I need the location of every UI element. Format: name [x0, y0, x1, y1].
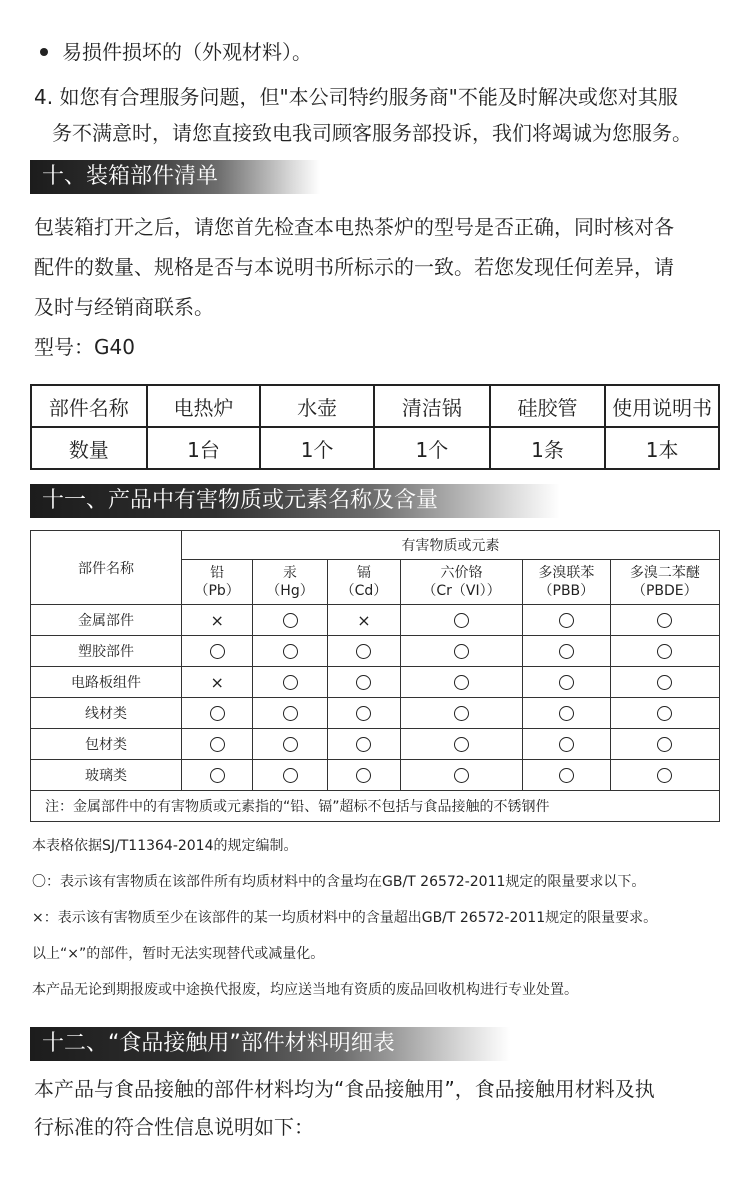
- parts-quantity-cell: 1个: [260, 427, 374, 469]
- circle-mark-icon: [283, 644, 298, 659]
- hazard-part-name: 电路板组件: [31, 667, 182, 698]
- circle-mark-icon: [657, 613, 672, 628]
- substance-name: 六价铬: [440, 565, 483, 581]
- substance-name: 汞: [283, 565, 298, 581]
- hazard-table: [30, 530, 720, 822]
- hazard-mark-cell: [401, 605, 523, 636]
- circle-mark-icon: [657, 644, 672, 659]
- circle-mark-icon: [559, 613, 574, 628]
- cross-mark-icon: ×: [210, 672, 224, 692]
- hazard-mark-cell: [523, 667, 611, 698]
- hazard-mark-cell: [523, 636, 611, 667]
- parts-quantity-cell: 1台: [147, 427, 261, 469]
- substance-header: [253, 560, 327, 605]
- hazard-part-name: 塑胶部件: [31, 636, 182, 667]
- hazard-mark-cell: [610, 729, 719, 760]
- hazard-row: [31, 729, 720, 760]
- circle-mark-icon: [210, 737, 225, 752]
- hazard-mark-cell: [610, 667, 719, 698]
- hazard-mark-cell: [182, 760, 253, 791]
- circle-mark-icon: [657, 675, 672, 690]
- hazard-mark-cell: [253, 698, 327, 729]
- circle-mark-icon: [657, 737, 672, 752]
- circle-mark-icon: [657, 768, 672, 783]
- circle-mark-icon: [210, 706, 225, 721]
- substance-code: （Cd）: [340, 583, 388, 599]
- substance-name: 铅: [210, 565, 225, 581]
- section10-para-line2: 配件的数量、规格是否与本说明书所标示的一致。若您发现任何差异，请: [34, 255, 674, 279]
- hazard-mark-cell: [401, 729, 523, 760]
- cross-mark-icon: ×: [357, 610, 371, 630]
- hazard-mark-cell: [327, 760, 400, 791]
- circle-mark-icon: [210, 644, 225, 659]
- parts-header-cell: 清洁锅: [374, 385, 490, 427]
- hazard-part-name: 玻璃类: [31, 760, 182, 791]
- substance-code: （PBB）: [538, 583, 595, 599]
- section12-para-line1: 本产品与食品接触的部件材料均为“食品接触用”，食品接触用材料及执: [34, 1077, 655, 1101]
- parts-header-cell: 硅胶管: [490, 385, 606, 427]
- item4-line1: 4. 如您有合理服务问题，但"本公司特约服务商"不能及时解决或您对其服: [34, 85, 678, 109]
- hazard-row: [31, 667, 720, 698]
- hazard-mark-cell: [253, 760, 327, 791]
- hazard-mark-cell: [523, 760, 611, 791]
- circle-mark-icon: [454, 644, 469, 659]
- hazard-mark-cell: [327, 667, 400, 698]
- circle-mark-icon: [559, 644, 574, 659]
- hazard-mark-cell: [182, 698, 253, 729]
- hazard-mark-cell: [182, 636, 253, 667]
- parts-header-cell: 水壶: [260, 385, 374, 427]
- note-substitution: 以上“×”的部件，暂时无法实现替代或减量化。: [32, 946, 325, 962]
- substance-header: [523, 560, 611, 605]
- section12-para-line2: 行标准的符合性信息说明如下：: [34, 1115, 314, 1139]
- hazard-mark-cell: [253, 729, 327, 760]
- bullet-dot: [40, 48, 48, 56]
- substance-header: [182, 560, 253, 605]
- hazard-part-name: 金属部件: [31, 605, 182, 636]
- hazard-mark-cell: [253, 667, 327, 698]
- circle-mark-icon: [356, 644, 371, 659]
- circle-mark-icon: [283, 613, 298, 628]
- parts-quantity-cell: 1个: [374, 427, 490, 469]
- hazard-mark-cell: [327, 605, 400, 636]
- hazard-mark-cell: [610, 760, 719, 791]
- note-circle-meaning: 〇：表示该有害物质在该部件所有均质材料中的含量均在GB/T 26572-2011规定的限量要求以下。: [32, 874, 646, 890]
- hazard-mark-cell: [182, 667, 253, 698]
- substance-header: [327, 560, 400, 605]
- hazard-row: [31, 605, 720, 636]
- substance-header: [401, 560, 523, 605]
- circle-mark-icon: [559, 737, 574, 752]
- circle-mark-icon: [454, 675, 469, 690]
- section10-para-line1: 包装箱打开之后，请您首先检查本电热茶炉的型号是否正确，同时核对各: [34, 215, 674, 239]
- circle-mark-icon: [454, 768, 469, 783]
- note-cross-meaning: ×：表示该有害物质至少在该部件的某一均质材料中的含量超出GB/T 26572-2011规定的限量要求。: [32, 910, 658, 926]
- circle-mark-icon: [283, 737, 298, 752]
- substance-code: （Pb）: [194, 583, 240, 599]
- substance-code: （PBDE）: [631, 583, 698, 599]
- substance-code: （Hg）: [266, 583, 314, 599]
- note-disposal: 本产品无论到期报废或中途换代报废，均应送当地有资质的废品回收机构进行专业处置。: [32, 982, 578, 998]
- model-label: 型号：G40: [34, 335, 135, 359]
- hazard-mark-cell: [610, 605, 719, 636]
- hazard-mark-cell: [182, 729, 253, 760]
- circle-mark-icon: [283, 675, 298, 690]
- hazard-mark-cell: [327, 636, 400, 667]
- hazard-mark-cell: [610, 698, 719, 729]
- hazard-mark-cell: [610, 636, 719, 667]
- bullet-text: 易损件损坏的（外观材料）。: [62, 40, 312, 64]
- circle-mark-icon: [210, 768, 225, 783]
- circle-mark-icon: [356, 737, 371, 752]
- hazard-mark-cell: [523, 698, 611, 729]
- parts-quantity-cell: 1本: [605, 427, 719, 469]
- parts-header-cell: 部件名称: [31, 385, 147, 427]
- substance-code: （Cr（VI））: [422, 583, 501, 599]
- circle-mark-icon: [559, 706, 574, 721]
- parts-header-cell: 电热炉: [147, 385, 261, 427]
- hazard-mark-cell: [401, 760, 523, 791]
- hazard-mark-cell: [327, 698, 400, 729]
- hazard-mark-cell: [401, 698, 523, 729]
- circle-mark-icon: [454, 706, 469, 721]
- circle-mark-icon: [283, 706, 298, 721]
- section10-para-line3: 及时与经销商联系。: [34, 295, 214, 319]
- parts-quantity-row: [31, 427, 719, 469]
- circle-mark-icon: [356, 768, 371, 783]
- note-standard: 本表格依据SJ/T11364-2014的规定编制。: [32, 838, 298, 854]
- hazard-mark-cell: [253, 605, 327, 636]
- hazard-row: [31, 698, 720, 729]
- hazard-footnote: 注：金属部件中的有害物质或元素指的“铅、镉”超标不包括与食品接触的不锈钢件: [31, 791, 720, 822]
- hazard-part-name: 线材类: [31, 698, 182, 729]
- circle-mark-icon: [559, 768, 574, 783]
- parts-header-cell: 使用说明书: [605, 385, 719, 427]
- section12-title: 十二、“食品接触用”部件材料明细表: [30, 1027, 510, 1061]
- hazard-part-name: 包材类: [31, 729, 182, 760]
- parts-header-row: [31, 385, 719, 427]
- hazard-row: [31, 760, 720, 791]
- hazard-mark-cell: [523, 729, 611, 760]
- hazard-mark-cell: [182, 605, 253, 636]
- substance-header: [610, 560, 719, 605]
- parts-table: [30, 384, 720, 470]
- section11-title: 十一、产品中有害物质或元素名称及含量: [30, 484, 560, 518]
- parts-quantity-cell: 数量: [31, 427, 147, 469]
- circle-mark-icon: [559, 675, 574, 690]
- substance-name: 多溴二苯醚: [629, 565, 700, 581]
- circle-mark-icon: [454, 737, 469, 752]
- circle-mark-icon: [283, 768, 298, 783]
- parts-quantity-cell: 1条: [490, 427, 606, 469]
- item4-line2: 务不满意时，请您直接致电我司顾客服务部投诉，我们将竭诚为您服务。: [52, 121, 692, 145]
- hazard-mark-cell: [253, 636, 327, 667]
- cross-mark-icon: ×: [210, 610, 224, 630]
- circle-mark-icon: [356, 675, 371, 690]
- hazard-row: [31, 636, 720, 667]
- section10-title: 十、装箱部件清单: [30, 160, 320, 194]
- substance-name: 多溴联苯: [538, 565, 595, 581]
- circle-mark-icon: [454, 613, 469, 628]
- hazard-mark-cell: [401, 636, 523, 667]
- substance-name: 镉: [356, 565, 371, 581]
- hazard-group-header: 有害物质或元素: [182, 531, 720, 560]
- circle-mark-icon: [356, 706, 371, 721]
- hazard-mark-cell: [523, 605, 611, 636]
- hazard-mark-cell: [401, 667, 523, 698]
- circle-mark-icon: [657, 706, 672, 721]
- hazard-part-col-header: 部件名称: [31, 531, 182, 605]
- hazard-mark-cell: [327, 729, 400, 760]
